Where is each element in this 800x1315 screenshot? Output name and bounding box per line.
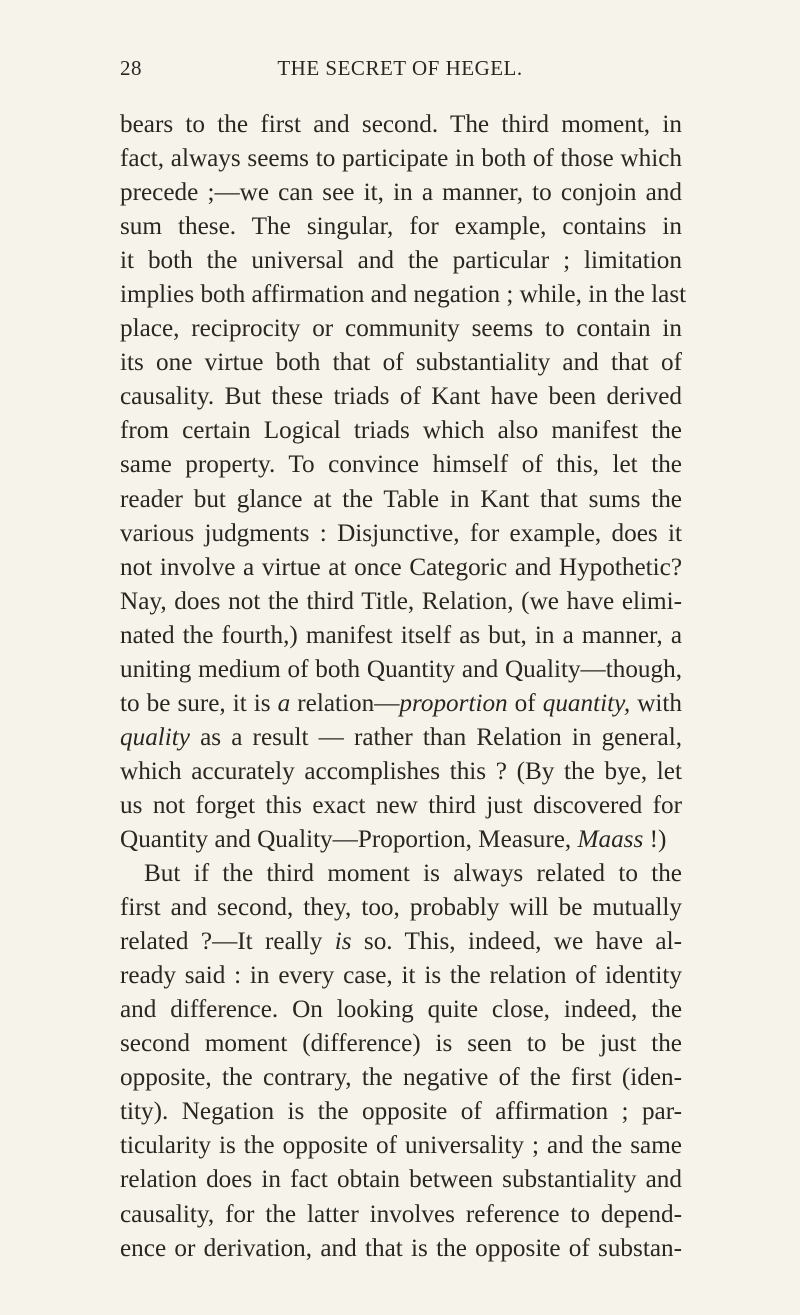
text-line <box>120 517 682 551</box>
line-text: causality. But these triads of Kant have been derived <box>120 383 682 411</box>
line-text: so. This, indeed, we have al- <box>351 928 682 956</box>
text-line <box>120 619 682 653</box>
line-text: opposite, the contrary, the negative of the first (iden- <box>120 1064 682 1092</box>
text-line <box>120 1198 682 1232</box>
text-line <box>120 1232 682 1266</box>
text-line <box>120 551 682 585</box>
line-text: with <box>630 689 683 717</box>
line-text: as a result — rather than Relation in general, <box>189 723 682 751</box>
text-line <box>120 993 682 1027</box>
line-text: its one virtue both that of substantiality and that of <box>120 349 682 377</box>
line-text: not involve a virtue at once Categoric and Hypothetic? <box>120 553 682 581</box>
text-line <box>120 346 682 380</box>
italic-text: quantity, <box>542 689 631 717</box>
text-line <box>120 823 682 857</box>
line-text: and difference. On looking quite close, indeed, the <box>120 996 682 1024</box>
line-text: related ?—It really <box>120 928 335 956</box>
text-line <box>120 959 682 993</box>
italic-text: Maass <box>577 825 644 853</box>
line-text: relation— <box>290 689 400 717</box>
line-text: bears to the first and second. The third moment, in <box>120 111 682 138</box>
text-line <box>120 925 682 959</box>
line-text: place, reciprocity or community seems to contain in <box>120 315 682 343</box>
text-line <box>120 108 682 142</box>
line-text: precede ;—we can see it, in a manner, to conjoin and <box>120 179 682 207</box>
text-line <box>120 1129 682 1163</box>
line-text: it both the universal and the particular ; limitation <box>120 247 682 275</box>
line-text: second moment (difference) is seen to be just the <box>120 1030 682 1058</box>
line-text: ticularity is the opposite of universality ; and the same <box>120 1132 682 1160</box>
line-text: uniting medium of both Quantity and Quality—though, <box>120 655 682 683</box>
text-line <box>120 1163 682 1197</box>
line-text: first and second, they, too, probably will be mutually <box>120 894 682 922</box>
text-line <box>120 1061 682 1095</box>
text-line <box>120 585 682 619</box>
text-line <box>120 210 682 244</box>
line-text: reader but glance at the Table in Kant that sums the <box>120 485 682 513</box>
text-line <box>120 448 682 482</box>
line-text: which accurately accomplishes this ? (By the bye, let <box>120 757 682 785</box>
line-text: !) <box>643 825 667 853</box>
italic-text: quality <box>120 723 190 751</box>
text-line <box>120 1095 682 1129</box>
line-text: of <box>507 689 543 717</box>
page-header <box>120 56 680 86</box>
line-text: ready said : in every case, it is the relation of identity <box>120 962 682 990</box>
line-text: us not forget this exact new third just discovered for <box>120 791 682 819</box>
text-line <box>120 278 687 312</box>
italic-text: is <box>334 928 352 956</box>
line-text: various judgments : Disjunctive, for example, does it <box>120 519 682 547</box>
line-text: implies both affirmation and negation ; while, in the last <box>120 281 687 309</box>
line-text: fact, always seems to participate in both of those which <box>120 145 682 173</box>
text-line <box>120 483 682 517</box>
running-title: THE SECRET OF HEGEL. <box>277 56 523 80</box>
line-text: nated the fourth,) manifest itself as but, in a manner, a <box>120 621 682 649</box>
text-line <box>120 687 682 721</box>
text-line <box>120 891 682 925</box>
text-line <box>120 244 682 278</box>
line-text: But if the third moment is always related to the <box>144 860 682 888</box>
line-text: to be sure, it is <box>120 689 278 717</box>
text-line <box>120 789 682 823</box>
text-line <box>120 142 682 176</box>
text-line <box>120 857 682 891</box>
line-text: Quantity and Quality—Proportion, Measure, <box>120 825 578 853</box>
text-line <box>120 721 682 755</box>
italic-text: proportion <box>399 689 508 717</box>
text-line <box>120 176 682 210</box>
line-text: tity). Negation is the opposite of affirmation ; par- <box>120 1098 682 1126</box>
line-text: Nay, does not the third Title, Relation, (we have elimi- <box>120 587 682 615</box>
text-line <box>120 312 682 346</box>
text-line <box>120 653 682 687</box>
line-text: relation does in fact obtain between substantiality and <box>120 1166 682 1194</box>
text-line <box>120 380 682 414</box>
line-text: ence or derivation, and that is the opposite of substan- <box>120 1234 682 1262</box>
italic-text: a <box>277 689 291 717</box>
page-number: 28 <box>120 56 142 80</box>
line-text: same property. To convince himself of this, let the <box>120 451 682 479</box>
line-text: sum these. The singular, for example, contains in <box>120 213 682 241</box>
body-text <box>120 108 687 1266</box>
line-text: from certain Logical triads which also manifest the <box>120 417 682 445</box>
text-line <box>120 414 682 448</box>
line-text: causality, for the latter involves reference to depend- <box>120 1200 682 1228</box>
text-line <box>120 1027 682 1061</box>
text-line <box>120 755 682 789</box>
